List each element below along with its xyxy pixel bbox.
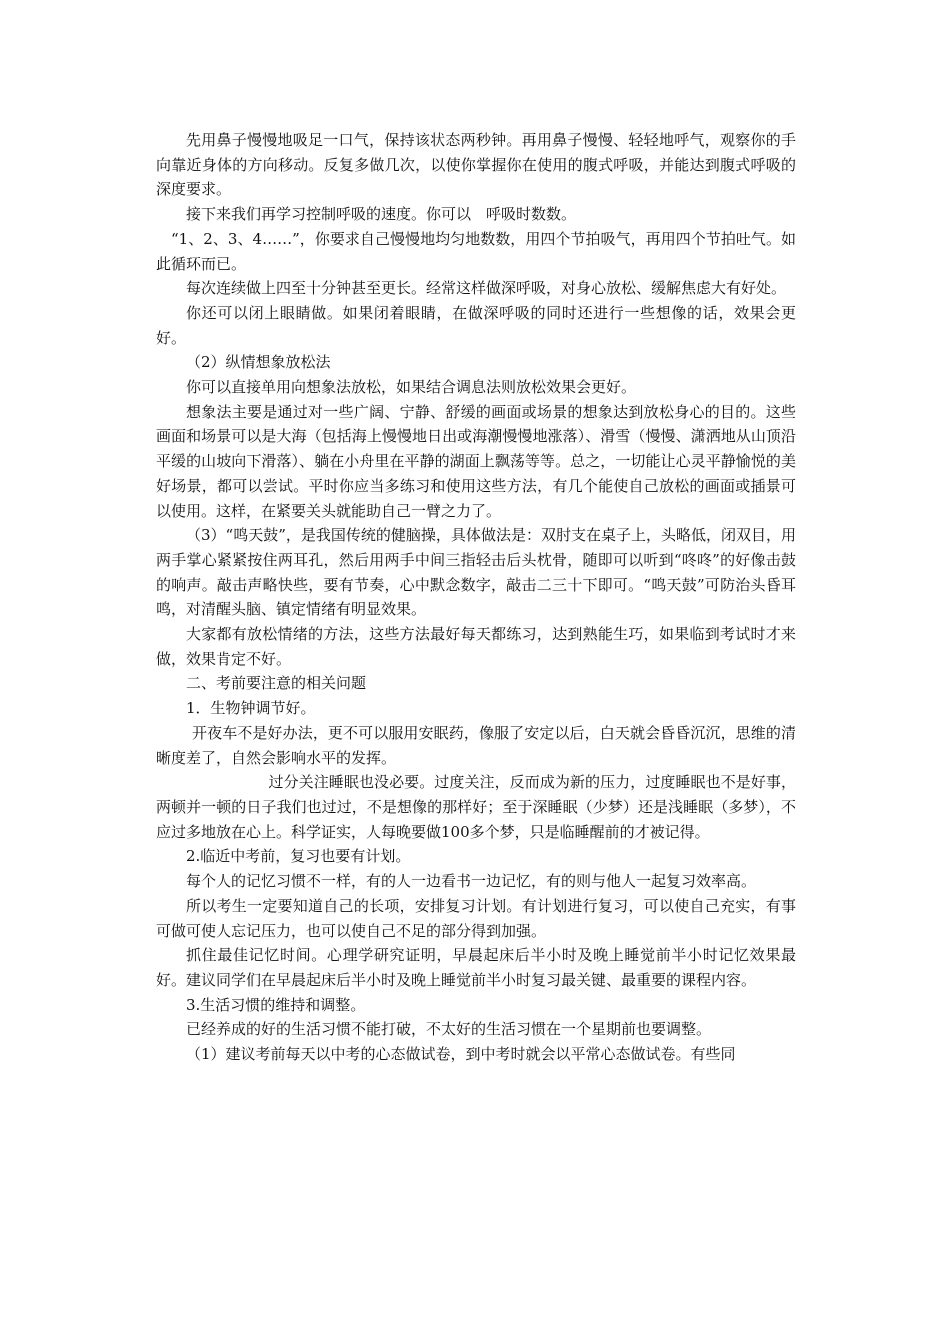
paragraph-eyes-closed: 你还可以闭上眼睛做。如果闭着眼睛，在做深呼吸的同时还进行一些想像的话，效果会更好。 xyxy=(156,303,796,347)
paragraph-counting: “1、2、3、4……”，你要求自己慢慢地均匀地数数，用四个节拍吸气，再用四个节拍吐气。如此循环而已。 xyxy=(156,229,796,273)
paragraph-breathing-intro: 先用鼻子慢慢地吸足一口气，保持该状态两秒钟。再用鼻子慢慢、轻轻地呼气，观察你的手向靠近身体的方向移动。反复多做几次，以使你掌握你在使用的腹式呼吸，并能达到腹式呼吸的深度要求。 xyxy=(156,131,796,199)
paragraph-tian-gu: （3）“鸣天鼓”，是我国传统的健脑操，具体做法是：双肘支在桌子上，头略低，闭双目，用两手掌心紧紧按住两耳孔，然后用两手中间三指轻击后头枕骨，随即可以听到“咚咚”的好像击鼓的响声。敲击声略快些，要有节奏，心中默念数字，敲击二三十下即可。“鸣天鼓”可防治头昏耳鸣，对清醒头脑、镇定情绪有明显效果。 xyxy=(156,526,796,619)
paragraph-no-late-nights: 开夜车不是好办法，更不可以服用安眠药，像服了安定以后，白天就会昏昏沉沉，思维的清晰度差了，自然会影响水平的发挥。 xyxy=(156,723,796,767)
paragraph-mock-exams: （1）建议考前每天以中考的心态做试卷，到中考时就会以平常心态做试卷。有些同 xyxy=(186,1045,736,1064)
paragraph-duration: 每次连续做上四至十分钟甚至更长。经常这样做深呼吸，对身心放松、缓解焦虑大有好处。 xyxy=(186,279,787,298)
section-heading-imagination: （2）纵情想象放松法 xyxy=(186,353,331,372)
paragraph-strengths: 所以考生一定要知道自己的长项，安排复习计划。有计划进行复习，可以使自己充实，有事可做可使人忘记压力，也可以使自己不足的部分得到加强。 xyxy=(156,896,796,940)
subheading-biological-clock: 1．生物钟调节好。 xyxy=(186,699,316,718)
section-heading-exam-issues: 二、考前要注意的相关问题 xyxy=(186,674,367,693)
paragraph-practice: 大家都有放松情绪的方法，这些方法最好每天都练习，达到熟能生巧，如果临到考试时才来做，效果肯定不好。 xyxy=(156,625,796,668)
paragraph-imagination-method: 想象法主要是通过对一些广阔、宁静、舒缓的画面或场景的想象达到放松身心的目的。这些画面和场景可以是大海（包括海上慢慢地日出或海潮慢慢地涨落）、滑雪（慢慢、潇洒地从山顶沿平缓的山坡向下滑落）、躺在小舟里在平静的湖面上飘荡等等。总之，一切能让心灵平静愉悦的美好场景，都可以尝试。平时你应当多练习和使用这些方法，有几个能使自己放松的画面或插景可以使用。这样，在紧要关头就能助自己一臂之力了。 xyxy=(156,402,796,520)
paragraph-imagination-intro: 你可以直接单用向想象法放松，如果结合调息法则放松效果会更好。 xyxy=(186,378,637,397)
subheading-review-plan: 2.临近中考前，复习也要有计划。 xyxy=(186,847,411,866)
subheading-habits: 3.生活习惯的维持和调整。 xyxy=(186,995,366,1014)
paragraph-breathing-speed: 接下来我们再学习控制呼吸的速度。你可以 呼吸时数数。 xyxy=(186,205,577,224)
paragraph-sleep: 过分关注睡眠也没必要。过度关注，反而成为新的压力，过度睡眠也不是好事，两顿并一顿的日子我们也过过，不是想像的那样好；至于深睡眠（少梦）还是浅睡眠（多梦），不应过多地放在心上。科学证实，人每晚要做100多个梦，只是临睡醒前的才被记得。 xyxy=(156,773,796,841)
paragraph-best-memory-time: 抓住最佳记忆时间。心理学研究证明，早晨起床后半小时及晚上睡觉前半小时记忆效果最好。建议同学们在早晨起床后半小时及晚上睡觉前半小时复习最关键、最重要的课程内容。 xyxy=(156,946,796,989)
paragraph-memory-habits: 每个人的记忆习惯不一样，有的人一边看书一边记忆，有的则与他人一起复习效率高。 xyxy=(186,872,757,891)
paragraph-habits: 已经养成的好的生活习惯不能打破，不太好的生活习惯在一个星期前也要调整。 xyxy=(186,1020,712,1039)
document-body xyxy=(156,128,796,1067)
